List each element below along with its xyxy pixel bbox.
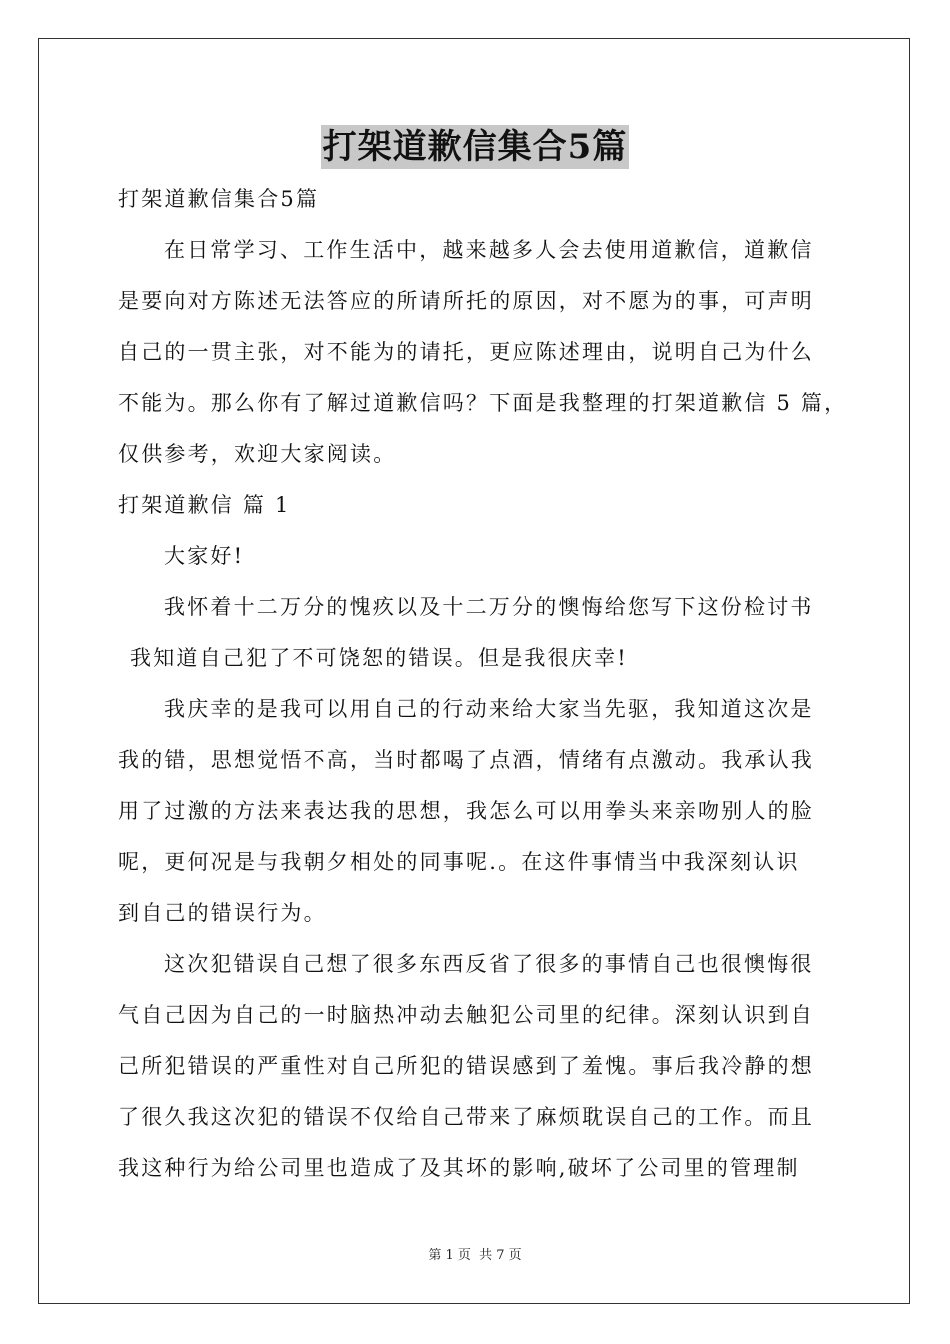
paragraph-3	[118, 945, 838, 1187]
paragraph-line: 我庆幸的是我可以用自己的行动来给大家当先驱，我知道这次是	[164, 697, 814, 721]
paragraph-2	[118, 690, 838, 932]
paragraph-line: 我怀着十二万分的愧疚以及十二万分的懊悔给您写下这份检讨书	[164, 595, 814, 619]
paragraph-line: 我知道自己犯了不可饶恕的错误。但是我很庆幸!	[130, 646, 628, 670]
paragraph-line: 了很久我这次犯的错误不仅给自己带来了麻烦耽误自己的工作。而且	[118, 1105, 814, 1129]
document-subtitle: 打架道歉信集合5篇	[118, 187, 320, 211]
paragraph-line: 用了过激的方法来表达我的思想，我怎么可以用拳头来亲吻别人的脸	[118, 799, 814, 823]
intro-line: 仅供参考，欢迎大家阅读。	[118, 442, 397, 466]
paragraph-line: 这次犯错误自己想了很多东西反省了很多的事情自己也很懊悔很	[164, 952, 814, 976]
paragraph-1	[118, 588, 838, 677]
intro-line: 在日常学习、工作生活中，越来越多人会去使用道歉信，道歉信	[164, 238, 814, 262]
document-title: 打架道歉信集合5篇	[322, 127, 628, 167]
greeting: 大家好!	[164, 544, 245, 568]
intro-paragraph	[118, 231, 848, 473]
paragraph-line: 气自己因为自己的一时脑热冲动去触犯公司里的纪律。深刻认识到自	[118, 1003, 814, 1027]
intro-line: 自己的一贯主张，对不能为的请托，更应陈述理由，说明自己为什么	[118, 340, 814, 364]
page-footer	[0, 1244, 950, 1263]
paragraph-line: 到自己的错误行为。	[118, 901, 327, 925]
section-heading: 打架道歉信 篇 1	[118, 493, 291, 517]
document-body	[118, 180, 848, 1187]
paragraph-line: 己所犯错误的严重性对自己所犯的错误感到了羞愧。事后我冷静的想	[118, 1054, 814, 1078]
page-number: 第 1 页	[428, 1248, 471, 1263]
paragraph-line: 我这种行为给公司里也造成了及其坏的影响,破坏了公司里的管理制	[118, 1156, 800, 1180]
paragraph-line: 我的错，思想觉悟不高，当时都喝了点酒，情绪有点激动。我承认我	[118, 748, 814, 772]
intro-line: 不能为。那么你有了解过道歉信吗？下面是我整理的打架道歉信 5 篇，	[118, 391, 848, 415]
paragraph-line: 呢，更何况是与我朝夕相处的同事呢.。在这件事情当中我深刻认识	[118, 850, 800, 874]
page-total: 共 7 页	[479, 1248, 522, 1263]
title-wrap	[0, 125, 950, 169]
intro-line: 是要向对方陈述无法答应的所请所托的原因，对不愿为的事，可声明	[118, 289, 814, 313]
